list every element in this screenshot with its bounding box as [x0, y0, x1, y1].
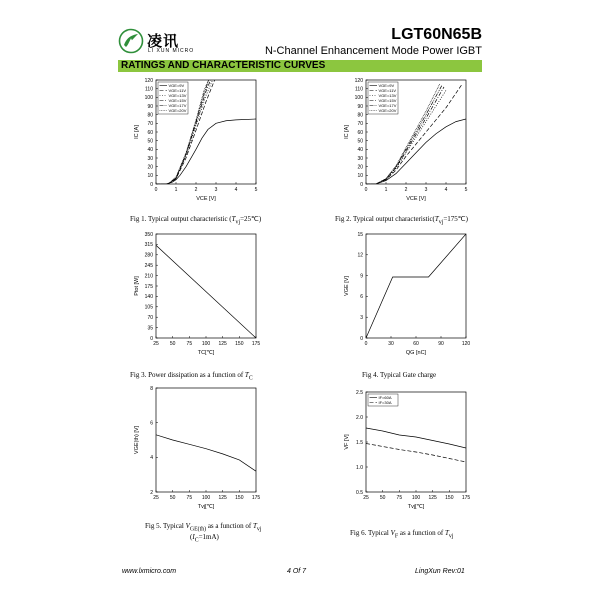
fig1-legend-label: VGE=20V: [168, 108, 187, 113]
fig4-y-tick-label: 9: [360, 273, 363, 280]
fig1-caption: Fig 1. Typical output characteristic $(T_{vj}=25℃)$: [130, 215, 262, 226]
fig3-chart: [120, 230, 270, 368]
fig3-x-tick-label: 75: [186, 341, 193, 347]
fig2-y-tick-label: 60: [357, 129, 363, 136]
fig1-y-tick-label: 100: [144, 95, 153, 102]
footer-company-rev: LingXun Rev:01: [415, 568, 465, 575]
fig5-plot-frame: [156, 388, 256, 492]
fig1-y-tick-label: 20: [147, 164, 153, 171]
fig4-chart: [330, 230, 480, 368]
fig5-x-tick-label: 50: [169, 495, 176, 501]
fig1-legend-label: VGE=13V: [168, 93, 187, 98]
fig5-caption-line2: $(I_C=1mA)$: [190, 533, 219, 544]
fig3-caption: Fig 3. Power dissipation as a function of $T_C$: [130, 371, 253, 382]
fig4-x-tick-label: 30: [388, 341, 394, 347]
fig5-y-tick-label: 4: [150, 455, 153, 462]
fig4-y-tick-label: 15: [357, 231, 363, 238]
fig4-y-axis-label: VGE [V]: [344, 276, 350, 296]
fig4-x-tick-label: 60: [413, 341, 419, 347]
fig2-y-tick-label: 70: [357, 121, 363, 128]
fig5-x-tick-label: 175: [251, 495, 261, 501]
fig3-y-tick-label: 70: [147, 315, 153, 321]
fig5-chart: [120, 384, 270, 522]
fig3-series-0: [156, 245, 256, 338]
fig2-legend-label: VGE=17V: [378, 103, 397, 108]
fig6-caption: Fig 6. Typical $V_F$ as a function of $T_{vj}$: [350, 529, 454, 540]
fig2-y-tick-label: 50: [357, 138, 363, 145]
fig3-x-tick-label: 125: [218, 341, 227, 347]
fig2-x-tick-label: 2: [404, 187, 408, 193]
fig6-x-tick-label: 50: [379, 495, 386, 501]
fig6-x-tick-label: 75: [396, 495, 403, 501]
fig2-legend-label: VGE=11V: [378, 88, 397, 93]
company-logo-icon: [118, 28, 144, 54]
fig6-x-tick-label: 175: [461, 495, 471, 501]
company-name-cn: 凌讯: [147, 32, 180, 50]
fig2-y-tick-label: 40: [357, 147, 363, 154]
fig5-y-axis-label: VGE(th) [V]: [134, 425, 140, 455]
fig6-x-axis-label: Tvj[℃]: [407, 504, 425, 510]
fig1-y-tick-label: 80: [147, 112, 153, 119]
fig3-y-tick-label: 105: [144, 304, 153, 311]
fig2-x-tick-label: 0: [364, 187, 368, 193]
fig1-y-tick-label: 90: [147, 103, 153, 110]
fig4-y-tick-label: 6: [360, 294, 363, 301]
fig1-y-tick-label: 30: [147, 155, 153, 162]
fig1-legend-label: VGE=11V: [168, 88, 187, 93]
fig1-legend-label: VGE=9V: [168, 83, 185, 88]
fig2-y-tick-label: 110: [355, 86, 363, 93]
fig6-x-tick-label: 100: [411, 495, 421, 501]
fig2-legend-label: VGE=15V: [378, 98, 397, 103]
fig1-y-tick-label: 40: [147, 147, 153, 154]
fig2-x-tick-label: 4: [444, 187, 448, 193]
fig3-x-axis-label: TC[℃]: [197, 350, 215, 356]
fig6-y-tick-label: 1.0: [356, 464, 363, 471]
fig5-x-tick-label: 25: [153, 495, 159, 501]
fig2-legend-label: VGE=9V: [378, 83, 395, 88]
fig4-caption: Fig 4. Typical Gate charge: [362, 371, 437, 379]
fig5-y-tick-label: 8: [150, 385, 153, 392]
fig1-legend-label: VGE=15V: [168, 98, 187, 103]
fig1-y-tick-label: 60: [147, 129, 153, 136]
fig6-legend-label: IF=30A: [378, 400, 392, 405]
fig3-x-tick-label: 175: [251, 341, 261, 347]
fig2-y-tick-label: 10: [357, 173, 363, 180]
fig5-x-tick-label: 100: [201, 495, 211, 501]
fig2-y-tick-label: 30: [357, 155, 363, 162]
fig2-y-tick-label: 20: [357, 164, 363, 171]
fig4-plot-frame: [366, 234, 466, 338]
fig5-x-tick-label: 150: [235, 495, 244, 501]
fig3-x-tick-label: 25: [153, 341, 159, 347]
fig6-y-tick-label: 2.0: [356, 414, 363, 421]
fig2-caption: Fig 2. Typical output $characteristic(T_{vj}=175℃)$: [335, 215, 468, 226]
document-subtitle: N-Channel Enhancement Mode Power IGBT: [264, 45, 482, 57]
fig4-y-tick-label: 3: [360, 315, 363, 321]
fig5-caption: Fig 5. Typical $V_{GE(th)}$ as a function of $T_{vj}$: [145, 522, 262, 533]
fig1-x-tick-label: 5: [254, 187, 258, 193]
fig3-y-tick-label: 0: [150, 335, 153, 342]
fig2-series-0: [366, 119, 466, 184]
fig3-y-axis-label: Ptot [W]: [134, 276, 140, 296]
fig6-y-tick-label: 2.5: [356, 389, 363, 396]
fig3-plot-frame: [156, 234, 256, 338]
fig6-chart: [330, 388, 480, 522]
fig6-x-tick-label: 150: [445, 495, 454, 501]
fig2-chart: [330, 76, 480, 214]
fig1-y-tick-label: 70: [147, 121, 153, 128]
fig2-legend-label: VGE=20V: [378, 108, 397, 113]
fig3-y-tick-label: 280: [144, 252, 153, 259]
fig5-x-tick-label: 125: [218, 495, 227, 501]
fig2-x-axis-label: VCE [V]: [406, 196, 426, 202]
fig2-y-tick-label: 100: [354, 95, 363, 102]
fig6-y-tick-label: 1.5: [356, 439, 363, 446]
fig6-x-tick-label: 125: [428, 495, 437, 501]
fig1-x-tick-label: 1: [174, 187, 178, 193]
fig6-y-axis-label: VF [V]: [344, 434, 350, 450]
fig6-plot-frame: [366, 392, 466, 492]
fig4-x-axis-label: QG [nC]: [405, 350, 427, 356]
fig6-x-tick-label: 25: [363, 495, 369, 501]
fig6-series-1: [366, 444, 466, 463]
fig1-x-tick-label: 4: [234, 187, 238, 193]
fig3-y-tick-label: 35: [147, 325, 153, 332]
fig3-y-tick-label: 140: [144, 294, 153, 301]
fig1-x-tick-label: 3: [214, 187, 218, 193]
fig3-x-tick-label: 150: [235, 341, 244, 347]
fig2-legend-label: VGE=13V: [378, 93, 397, 98]
fig4-x-tick-label: 90: [438, 341, 444, 347]
fig2-y-tick-label: 80: [357, 112, 363, 119]
fig1-y-axis-label: IC [A]: [134, 125, 140, 139]
fig1-y-tick-label: 120: [144, 77, 153, 84]
fig2-y-tick-label: 120: [354, 77, 363, 84]
fig4-series-0: [366, 234, 466, 338]
footer-page-number: 4 Of 7: [287, 568, 307, 575]
fig2-y-tick-label: 0: [360, 181, 363, 188]
fig2-x-tick-label: 5: [464, 187, 468, 193]
fig1-legend-label: VGE=17V: [168, 103, 187, 108]
fig1-x-tick-label: 2: [194, 187, 198, 193]
fig4-y-tick-label: 0: [360, 335, 363, 342]
section-title: RATINGS AND CHARACTERISTIC CURVES: [121, 60, 326, 71]
fig5-x-axis-label: Tvj[℃]: [197, 504, 215, 510]
fig4-y-tick-label: 12: [357, 252, 363, 259]
fig3-x-tick-label: 50: [169, 341, 176, 347]
fig1-y-tick-label: 110: [145, 86, 153, 93]
fig1-x-tick-label: 0: [154, 187, 158, 193]
fig2-x-tick-label: 3: [424, 187, 428, 193]
fig6-y-tick-label: 0.5: [356, 489, 363, 496]
fig3-y-tick-label: 315: [144, 242, 153, 249]
fig3-y-tick-label: 245: [144, 263, 153, 269]
fig1-series-0: [156, 119, 256, 184]
fig4-x-tick-label: 0: [364, 341, 368, 347]
fig6-series-0: [366, 428, 466, 448]
company-name-en: LI XUN MICRO: [148, 48, 195, 54]
part-number: LGT60N65B: [391, 26, 482, 43]
fig1-x-axis-label: VCE [V]: [196, 196, 216, 202]
fig1-y-tick-label: 10: [147, 173, 153, 180]
fig1-chart: [120, 76, 270, 214]
fig5-y-tick-label: 6: [150, 420, 153, 427]
fig3-y-tick-label: 210: [144, 273, 153, 280]
fig1-y-tick-label: 50: [147, 138, 153, 145]
fig5-series-0: [156, 435, 256, 471]
fig3-x-tick-label: 100: [201, 341, 211, 347]
fig3-y-tick-label: 175: [144, 283, 153, 290]
fig6-legend-label: IF=60A: [378, 395, 392, 400]
fig3-y-tick-label: 350: [144, 231, 153, 238]
fig5-x-tick-label: 75: [186, 495, 193, 501]
fig4-x-tick-label: 120: [461, 341, 471, 347]
fig2-y-tick-label: 90: [357, 103, 363, 110]
footer-website[interactable]: www.lxmicro.com: [122, 568, 177, 575]
fig2-x-tick-label: 1: [384, 187, 388, 193]
fig2-y-axis-label: IC [A]: [344, 125, 350, 139]
fig1-y-tick-label: 0: [150, 181, 153, 188]
fig5-y-tick-label: 2: [150, 489, 153, 496]
